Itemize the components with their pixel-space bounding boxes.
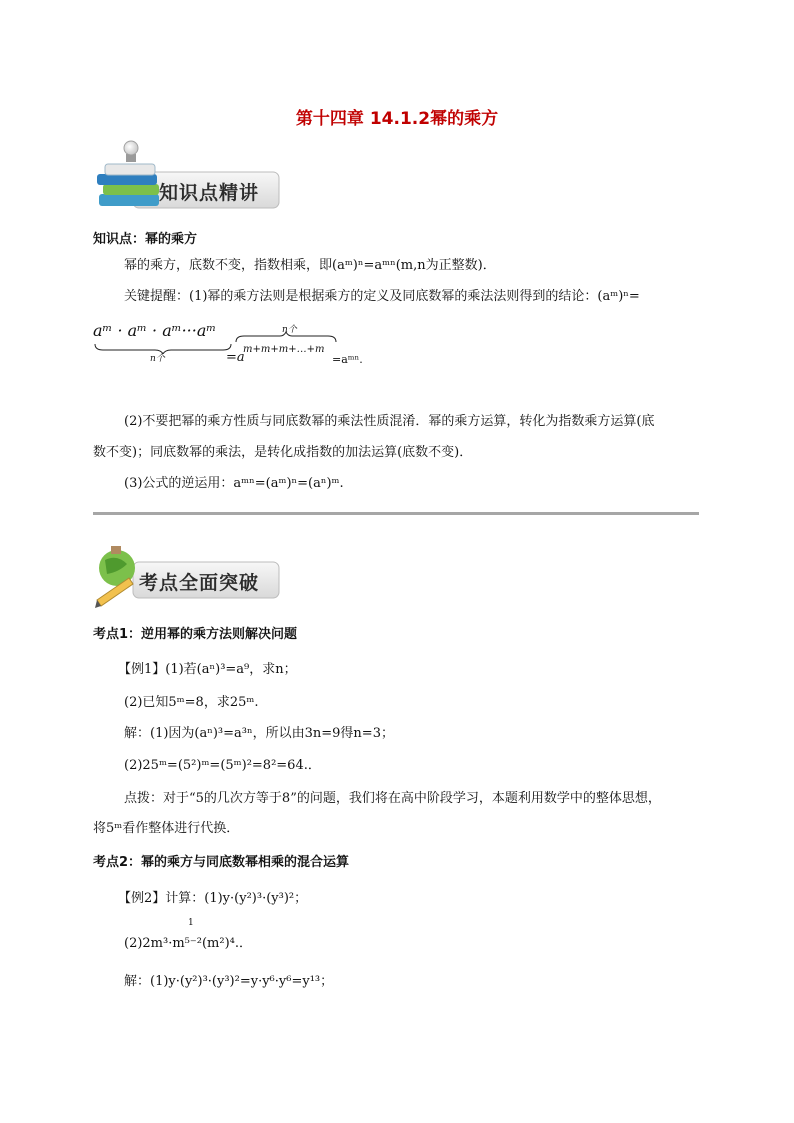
section-heading: 考点2：幂的乘方与同底数幂相乘的混合运算 <box>93 855 350 870</box>
paragraph: 关键提醒：(1)幂的乘方法则是根据乘方的定义及同底数幂的乘法法则得到的结论：(aᵐ)ⁿ= <box>124 289 640 304</box>
paragraph: (2)不要把幂的乘方性质与同底数幂的乘法性质混淆．幂的乘方运算，转化为指数乘方运算(底 <box>124 414 655 429</box>
formula-equals: =a <box>226 350 245 365</box>
solution-line: 解：(1)因为(aⁿ)³=a³ⁿ，所以由3n=9得n=3； <box>124 726 394 741</box>
section-banner-exam <box>93 538 283 614</box>
section-heading: 考点1：逆用幂的乘方法则解决问题 <box>93 627 298 642</box>
paragraph: (3)公式的逆运用：aᵐⁿ=(aᵐ)ⁿ=(aⁿ)ᵐ. <box>124 476 344 491</box>
formula-product: aᵐ · aᵐ · aᵐ···aᵐ <box>93 321 217 340</box>
paragraph: 数不变)；同底数幂的乘法，是转化成指数的加法运算(底数不变)． <box>93 445 473 460</box>
formula-result: =aᵐⁿ. <box>332 353 363 366</box>
tip-line: 点拨：对于“5的几次方等于8”的问题，我们将在高中阶段学习，本题利用数学中的整体思想， <box>124 791 661 806</box>
brace-count-label: n个 <box>150 354 165 364</box>
section-banner-knowledge <box>93 140 283 216</box>
example-line: (2)2m³·m⁵⁻²(m²)⁴.． <box>124 936 252 951</box>
formula-exponent: m+m+m+…+m <box>243 344 325 355</box>
overbrace <box>234 332 338 344</box>
solution-line: (2)25ᵐ=(5²)ᵐ=(5ᵐ)²=8²=64.． <box>124 758 321 773</box>
banner-label: 考点全面突破 <box>139 572 260 594</box>
banner-label: 知识点精讲 <box>159 182 260 204</box>
paragraph: 幂的乘方，底数不变，指数相乘，即(aᵐ)ⁿ=aᵐⁿ(m,n为正整数)． <box>124 258 496 273</box>
example-line: (2)已知5ᵐ=8，求25ᵐ. <box>124 695 259 710</box>
page-title: 第十四章 14.1.2幂的乘方 <box>295 109 499 129</box>
brace-count-label: n个 <box>282 325 297 335</box>
solution-line: 解：(1)y·(y²)³·(y³)²=y·y⁶·y⁶=y¹³； <box>124 974 334 989</box>
example-line: 【例2】计算：(1)y·(y²)³·(y³)²； <box>118 891 308 906</box>
section-divider <box>93 512 699 515</box>
fraction-numerator: 1 <box>188 918 194 928</box>
tip-line: 将5ᵐ看作整体进行代换． <box>93 821 240 836</box>
section-heading: 知识点：幂的乘方 <box>93 232 198 247</box>
formula-exponent-block <box>226 322 446 372</box>
example-line: 【例1】(1)若(aⁿ)³=a⁹，求n； <box>118 662 297 677</box>
